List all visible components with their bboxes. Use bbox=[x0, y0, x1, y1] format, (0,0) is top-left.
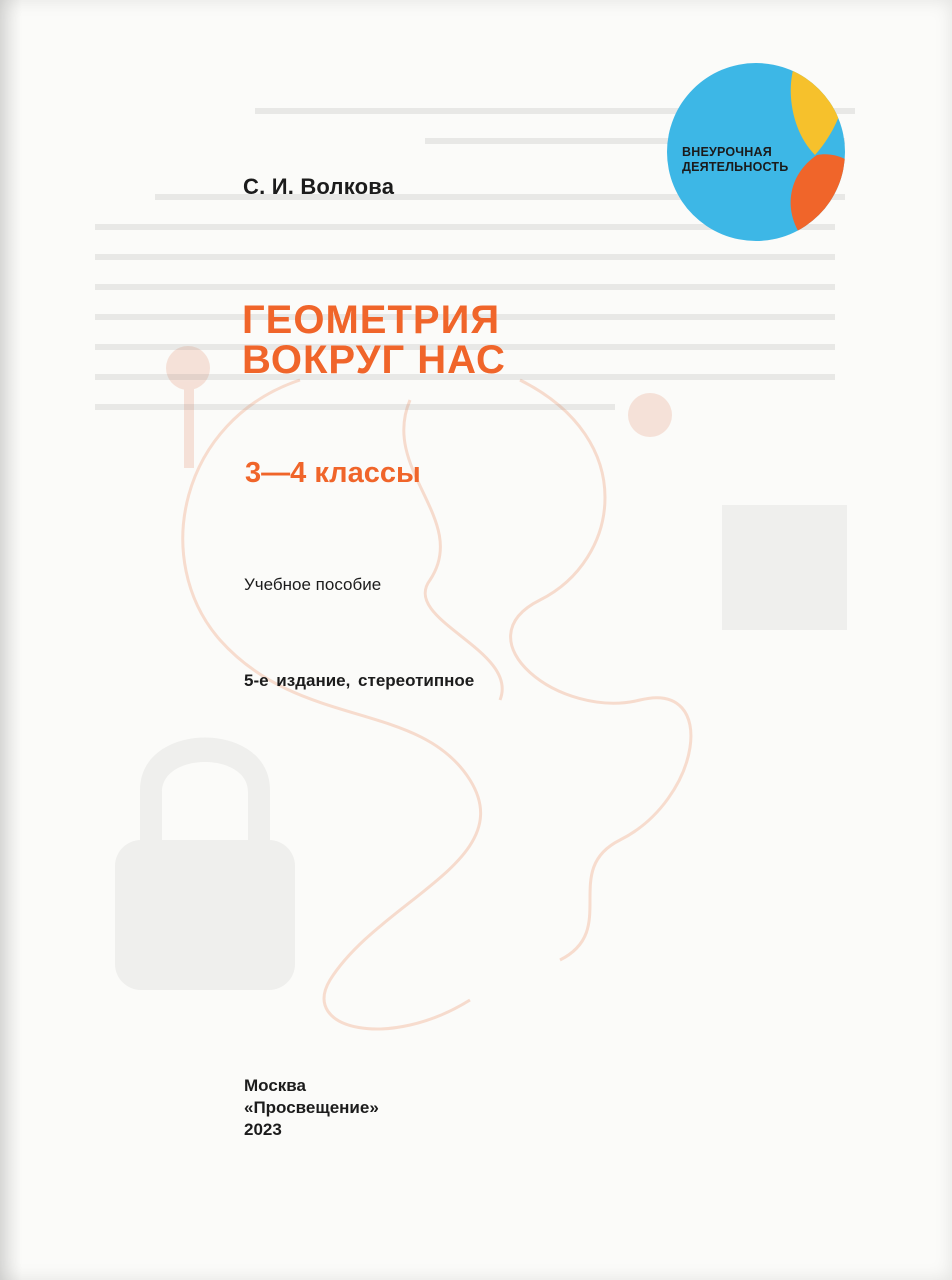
imprint bbox=[244, 1075, 379, 1141]
document-type: Учебное пособие bbox=[244, 575, 382, 594]
badge-label-line2: ДЕЯТЕЛЬНОСТЬ bbox=[682, 160, 789, 174]
bleed-qr-code bbox=[722, 505, 847, 630]
grade-level: 3—4 классы bbox=[245, 457, 421, 489]
imprint-publisher: «Просвещение» bbox=[244, 1098, 379, 1117]
bleed-thread-3 bbox=[404, 400, 503, 700]
badge-label bbox=[682, 145, 788, 175]
book-title-line2: ВОКРУГ НАС bbox=[242, 338, 506, 382]
bleed-padlock-body bbox=[115, 840, 295, 990]
author-name: С. И. Волкова bbox=[243, 174, 395, 199]
book-title-line1: ГЕОМЕТРИЯ bbox=[242, 298, 501, 342]
book-title bbox=[242, 300, 506, 380]
imprint-city: Москва bbox=[244, 1076, 306, 1095]
imprint-year: 2023 bbox=[244, 1120, 282, 1139]
badge-label-line1: ВНЕУРОЧНАЯ bbox=[682, 145, 772, 159]
bleed-thread-2 bbox=[511, 380, 691, 960]
edition-info: 5-е издание, стереотипное bbox=[244, 671, 475, 690]
bleed-padlock-shackle bbox=[140, 738, 270, 846]
